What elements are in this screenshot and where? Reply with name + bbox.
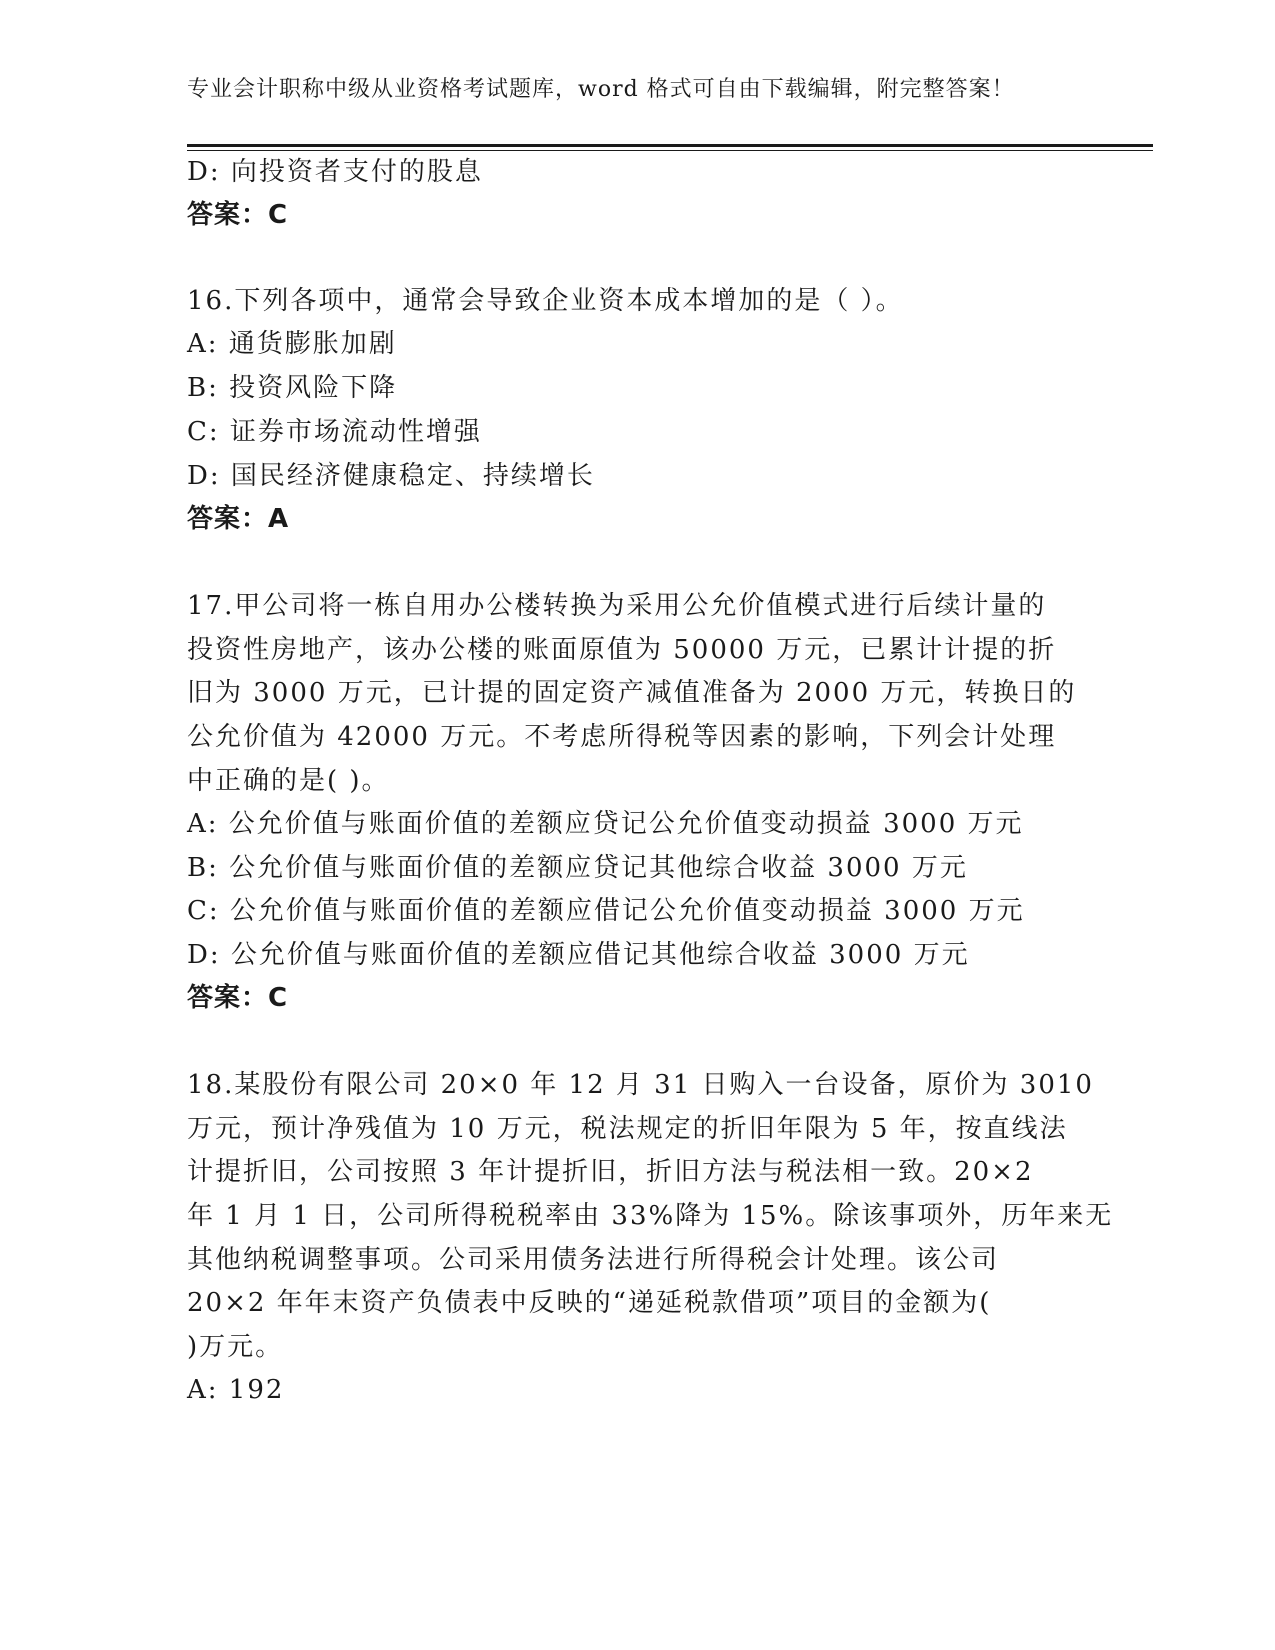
- q18-question-line-2: 万元，预计净残值为 10 万元，税法规定的折旧年限为 5 年，按直线法: [187, 1114, 1068, 1144]
- header-rule-thick: [187, 144, 1153, 147]
- q16-option-a: A: 通货膨胀加剧: [187, 329, 397, 359]
- q16-option-b: B: 投资风险下降: [187, 373, 398, 403]
- q15-option-d: D: 向投资者支付的股息: [187, 157, 483, 187]
- q18-question-line-3: 计提折旧，公司按照 3 年计提折旧，折旧方法与税法相一致。20×2: [187, 1157, 1034, 1187]
- q17-option-c: C: 公允价值与账面价值的差额应借记公允价值变动损益 3000 万元: [187, 896, 1025, 926]
- q18-question-line-1: 18.某股份有限公司 20×0 年 12 月 31 日购入一台设备，原价为 3010: [187, 1070, 1094, 1100]
- page-header: 专业会计职称中级从业资格考试题库，word 格式可自由下载编辑，附完整答案！: [187, 77, 1015, 102]
- q18-question-line-5: 其他纳税调整事项。公司采用债务法进行所得税会计处理。该公司: [187, 1245, 1000, 1275]
- q18-question-line-7: )万元。: [187, 1332, 284, 1362]
- header-rule-thin: [187, 150, 1153, 151]
- q17-question-line-4: 公允价值为 42000 万元。不考虑所得税等因素的影响，下列会计处理: [187, 722, 1057, 752]
- q17-option-d: D: 公允价值与账面价值的差额应借记其他综合收益 3000 万元: [187, 940, 970, 970]
- q16-question: 16.下列各项中，通常会导致企业资本成本增加的是（ ）。: [187, 286, 904, 316]
- q16-option-d: D: 国民经济健康稳定、持续增长: [187, 461, 595, 491]
- q17-option-b: B: 公允价值与账面价值的差额应贷记其他综合收益 3000 万元: [187, 853, 968, 883]
- q15-answer: 答案：C: [187, 200, 289, 230]
- q17-question-line-3: 旧为 3000 万元，已计提的固定资产减值准备为 2000 万元，转换日的: [187, 678, 1077, 708]
- q17-question-line-2: 投资性房地产，该办公楼的账面原值为 50000 万元，已累计计提的折: [187, 635, 1057, 665]
- q18-question-line-4: 年 1 月 1 日，公司所得税税率由 33%降为 15%。除该事项外，历年来无: [187, 1201, 1114, 1231]
- q17-option-a: A: 公允价值与账面价值的差额应贷记公允价值变动损益 3000 万元: [187, 809, 1024, 839]
- q18-question-line-6: 20×2 年年末资产负债表中反映的“递延税款借项”项目的金额为(: [187, 1288, 992, 1318]
- q17-answer: 答案：C: [187, 983, 289, 1013]
- q16-option-c: C: 证券市场流动性增强: [187, 417, 482, 447]
- q17-question-line-1: 17.甲公司将一栋自用办公楼转换为采用公允价值模式进行后续计量的: [187, 591, 1047, 621]
- q18-option-a: A: 192: [187, 1375, 285, 1405]
- q16-answer: 答案：A: [187, 504, 290, 534]
- q17-question-line-5: 中正确的是( )。: [187, 766, 390, 796]
